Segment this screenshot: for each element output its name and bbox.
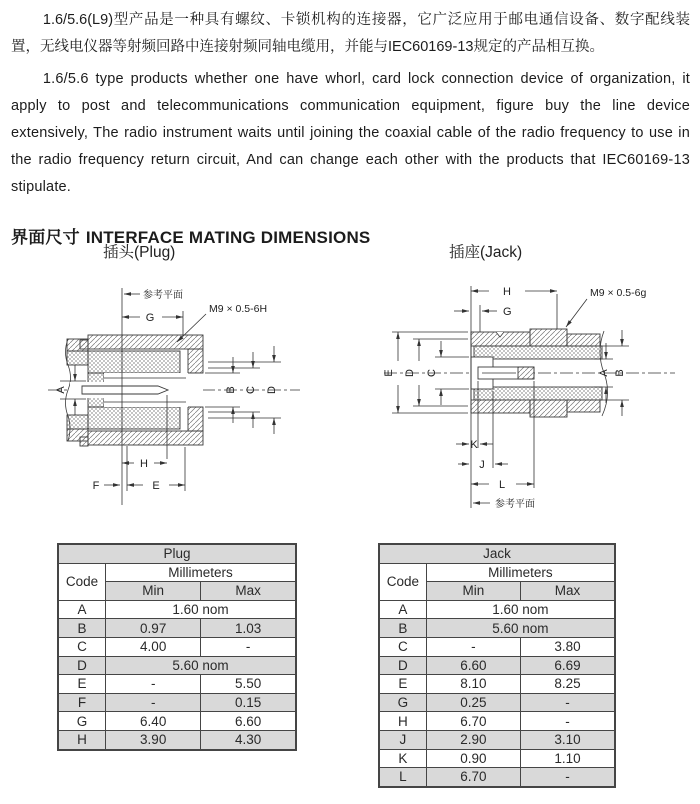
unit-header: Millimeters: [426, 563, 615, 582]
jack-dim-g: G: [503, 306, 512, 318]
table-title-row: [58, 544, 296, 563]
table-row: [58, 712, 296, 731]
table-row: [379, 712, 615, 731]
min-header: Min: [106, 582, 201, 601]
min-cell: 8.10: [426, 675, 520, 694]
min-cell: 4.00: [106, 637, 201, 656]
table-row: [58, 675, 296, 694]
table-title: Jack: [379, 544, 615, 563]
code-cell: H: [58, 730, 106, 749]
jack-thread-callout: M9 × 0.5-6g: [590, 287, 647, 299]
min-cell: 2.90: [426, 730, 520, 749]
plug-dim-e: E: [152, 480, 160, 492]
nom-cell: 1.60 nom: [106, 600, 296, 619]
max-cell: 6.69: [521, 656, 615, 675]
jack-dimensions-table: [378, 543, 616, 788]
jack-ref-plane-label: 参考平面: [495, 499, 535, 510]
max-cell: -: [521, 712, 615, 731]
plug-dim-g: G: [145, 312, 155, 324]
jack-drawing: [370, 281, 690, 531]
table-row: [379, 693, 615, 712]
table-row: [379, 768, 615, 787]
code-cell: A: [379, 600, 426, 619]
max-header: Max: [201, 582, 296, 601]
min-header: Min: [426, 582, 520, 601]
table-row: [379, 600, 615, 619]
plug-body: [66, 335, 204, 446]
code-cell: D: [379, 656, 426, 675]
code-cell: C: [58, 637, 106, 656]
nom-cell: 5.60 nom: [106, 656, 296, 675]
max-cell: 4.30: [201, 730, 296, 749]
code-cell: G: [379, 693, 426, 712]
code-cell: C: [379, 637, 426, 656]
table-title: Plug: [58, 544, 296, 563]
table-row: [58, 619, 296, 638]
min-cell: -: [106, 675, 201, 694]
min-cell: 6.40: [106, 712, 201, 731]
plug-dim-b: B: [225, 386, 237, 394]
max-cell: -: [201, 637, 296, 656]
max-cell: 0.15: [201, 693, 296, 712]
table-row: [58, 730, 296, 749]
max-cell: -: [521, 693, 615, 712]
jack-dim-d: D: [404, 369, 416, 377]
min-cell: 3.90: [106, 730, 201, 749]
table-header-row: [379, 563, 615, 582]
table-row: [379, 656, 615, 675]
code-cell: B: [379, 619, 426, 638]
min-cell: 6.70: [426, 712, 520, 731]
max-cell: 6.60: [201, 712, 296, 731]
plug-drawing: [30, 283, 330, 523]
max-cell: 3.10: [521, 730, 615, 749]
max-cell: 1.10: [521, 749, 615, 768]
max-cell: -: [521, 768, 615, 787]
jack-dim-l: L: [498, 479, 506, 491]
table-row: [379, 730, 615, 749]
code-cell: B: [58, 619, 106, 638]
table-row: [379, 637, 615, 656]
code-cell: F: [58, 693, 106, 712]
table-row: [379, 675, 615, 694]
plug-dimensions-table: [57, 543, 297, 751]
plug-dim-h: H: [140, 458, 148, 470]
code-cell: J: [379, 730, 426, 749]
plug-dim-f: F: [92, 480, 100, 492]
intro-paragraph-cn: 1.6/5.6(L9)型产品是一种具有螺纹、卡锁机构的连接器，它广泛应用于邮电通信设备、数字配线装置，无线电仪器等射频回路中连接射频同轴电缆用，并能与IEC60169-13规定的产品相互换。: [11, 12, 690, 55]
unit-header: Millimeters: [106, 563, 296, 582]
plug-thread-callout: M9 × 0.5-6H: [209, 303, 268, 315]
jack-dim-b: B: [614, 369, 626, 377]
plug-dim-d: D: [266, 386, 278, 394]
max-header: Max: [521, 582, 615, 601]
max-cell: 5.50: [201, 675, 296, 694]
jack-dim-a: A: [598, 369, 610, 377]
code-cell: H: [379, 712, 426, 731]
table-header-row: [58, 563, 296, 582]
table-row: [379, 749, 615, 768]
jack-dim-k: K: [470, 439, 478, 451]
section-heading-cn: 界面尺寸: [11, 228, 80, 247]
jack-dim-j: J: [479, 459, 485, 471]
table-row: [58, 656, 296, 675]
min-cell: -: [426, 637, 520, 656]
min-cell: 6.70: [426, 768, 520, 787]
table-row: [58, 693, 296, 712]
table-row: [58, 637, 296, 656]
code-header: Code: [379, 563, 426, 600]
table-row: [379, 619, 615, 638]
jack-dim-e: E: [383, 369, 395, 377]
min-cell: -: [106, 693, 201, 712]
intro-paragraph-en: 1.6/5.6 type products whether one have whorl, card lock connection device of organization, it apply to post and telecommunications communication equipment, figure buy the line device extensively, The radio instrument waits until joining the coaxial cable of the radio frequency to use in the radio frequency return circuit, And can change each other with the products that IEC60169-13 stipulate.: [11, 71, 690, 195]
plug-dim-a: A: [55, 386, 67, 394]
plug-ref-plane-label: 参考平面: [143, 290, 183, 301]
table-title-row: [379, 544, 615, 563]
jack-figure-label: 插座(Jack): [449, 244, 523, 261]
nom-cell: 1.60 nom: [426, 600, 615, 619]
code-header: Code: [58, 563, 106, 600]
jack-dim-h: H: [503, 286, 511, 298]
min-cell: 6.60: [426, 656, 520, 675]
min-cell: 0.97: [106, 619, 201, 638]
code-cell: D: [58, 656, 106, 675]
section-heading-en: INTERFACE MATING DIMENSIONS: [85, 228, 371, 247]
max-cell: 1.03: [201, 619, 296, 638]
min-cell: 0.90: [426, 749, 520, 768]
table-row: [58, 600, 296, 619]
jack-dim-c: C: [426, 369, 438, 377]
code-cell: K: [379, 749, 426, 768]
code-cell: E: [379, 675, 426, 694]
min-cell: 0.25: [426, 693, 520, 712]
plug-figure-label: 插头(Plug): [103, 244, 176, 261]
max-cell: 3.80: [521, 637, 615, 656]
code-cell: G: [58, 712, 106, 731]
max-cell: 8.25: [521, 675, 615, 694]
plug-dim-c: C: [245, 386, 257, 394]
code-cell: E: [58, 675, 106, 694]
nom-cell: 5.60 nom: [426, 619, 615, 638]
code-cell: A: [58, 600, 106, 619]
code-cell: L: [379, 768, 426, 787]
